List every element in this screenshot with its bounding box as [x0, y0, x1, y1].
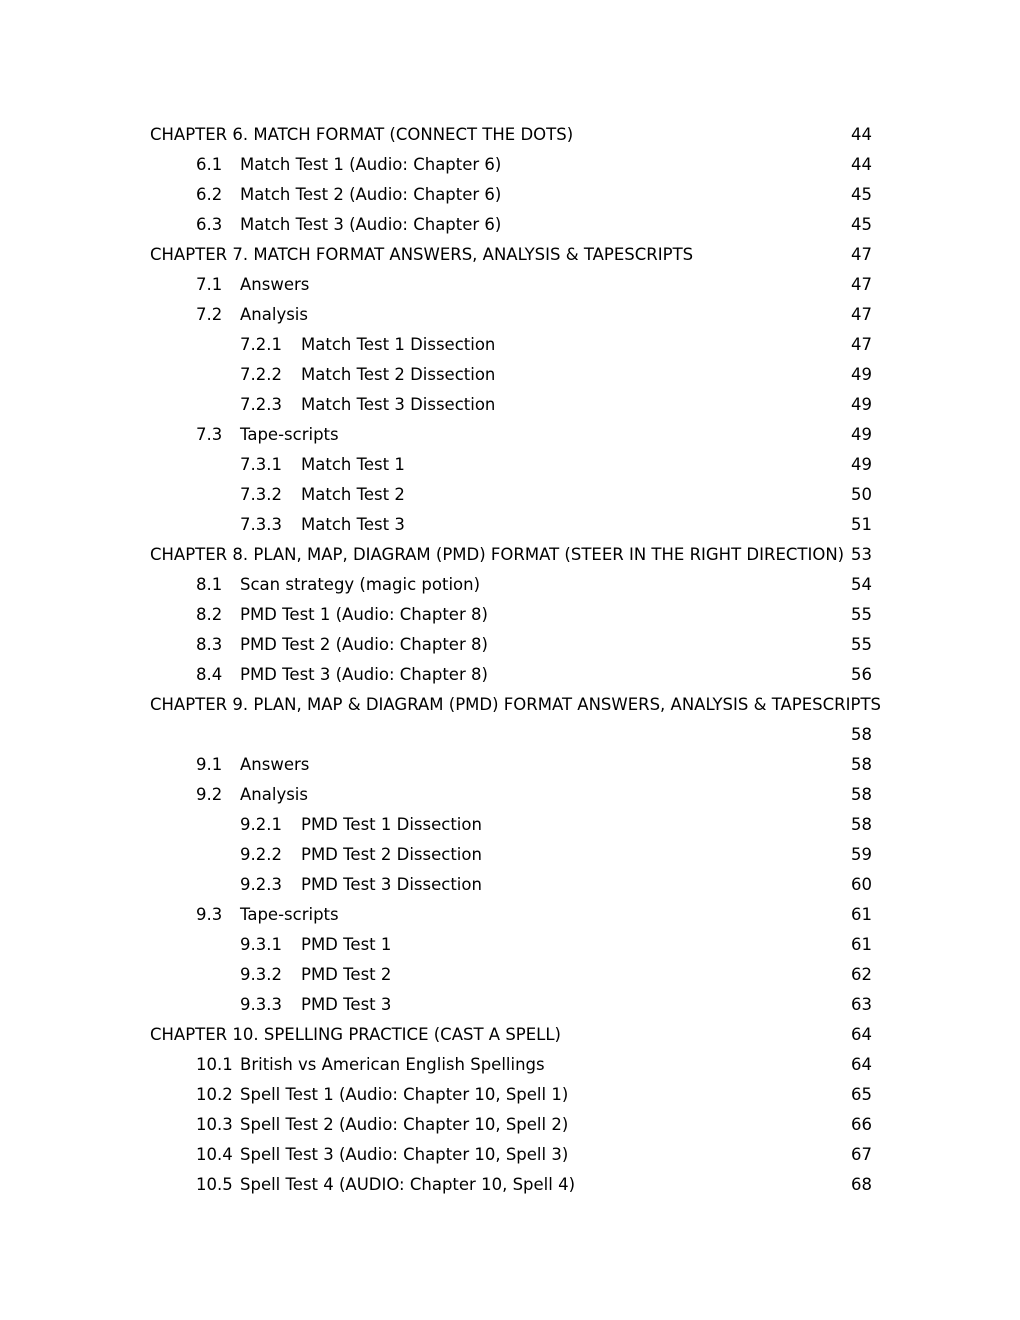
toc-entry-subsection[interactable]	[150, 960, 872, 990]
toc-entry-page-number: 49	[851, 395, 872, 414]
toc-entry-title: PMD Test 3	[301, 995, 392, 1014]
toc-entry-section[interactable]	[150, 420, 872, 450]
toc-entry-section[interactable]	[150, 1080, 872, 1110]
toc-entry-title: Tape-scripts	[240, 425, 339, 444]
toc-entry-number: 7.3.3	[240, 515, 282, 534]
toc-entry-section[interactable]	[150, 600, 872, 630]
toc-entry-subsection[interactable]	[150, 870, 872, 900]
toc-entry-page-number: 44	[851, 155, 872, 174]
toc-entry-number: 10.3	[196, 1115, 233, 1134]
toc-entry-title: PMD Test 2 Dissection	[301, 845, 482, 864]
toc-entry-number: 8.1	[196, 575, 223, 594]
toc-entry-subsection[interactable]	[150, 480, 872, 510]
toc-entry-page-number: 58	[851, 755, 872, 774]
toc-entry-subsection[interactable]	[150, 990, 872, 1020]
toc-entry-number: 10.2	[196, 1085, 233, 1104]
toc-entry-section[interactable]	[150, 300, 872, 330]
toc-entry-subsection[interactable]	[150, 840, 872, 870]
toc-entry-section[interactable]	[150, 1140, 872, 1170]
toc-entry-page-number: 49	[851, 455, 872, 474]
toc-entry-page-number: 60	[851, 875, 872, 894]
toc-entry-number: 6.3	[196, 215, 223, 234]
toc-entry-title: British vs American English Spellings	[240, 1055, 545, 1074]
toc-entry-page-number: 55	[851, 635, 872, 654]
toc-entry-title: Match Test 3	[301, 515, 405, 534]
toc-entry-number: 7.2.3	[240, 395, 282, 414]
toc-entry-subsection[interactable]	[150, 510, 872, 540]
toc-entry-page-number: 54	[851, 575, 872, 594]
toc-entry-number: 7.3	[196, 425, 223, 444]
toc-entry-title: CHAPTER 8. PLAN, MAP, DIAGRAM (PMD) FORMAT (STEER IN THE RIGHT DIRECTION)	[150, 545, 845, 564]
toc-entry-number: 7.2	[196, 305, 223, 324]
toc-entry-title: Match Test 3 Dissection	[301, 395, 496, 414]
toc-entry-number: 8.3	[196, 635, 223, 654]
toc-entry-title: Spell Test 4 (AUDIO: Chapter 10, Spell 4)	[240, 1175, 576, 1194]
toc-entry-page-number: 47	[851, 275, 872, 294]
toc-entry-section[interactable]	[150, 1050, 872, 1080]
toc-entry-number: 7.3.2	[240, 485, 282, 504]
toc-entry-title: Tape-scripts	[240, 905, 339, 924]
toc-entry-page-number: 61	[851, 905, 872, 924]
toc-entry-page-number: 49	[851, 365, 872, 384]
toc-entry-page-number: 68	[851, 1175, 872, 1194]
toc-entry-page-number: 44	[851, 125, 872, 144]
toc-entry-page-number: 47	[851, 335, 872, 354]
toc-entry-number: 9.1	[196, 755, 223, 774]
toc-entry-page-number: 58	[851, 815, 872, 834]
toc-entry-section[interactable]	[150, 750, 872, 780]
toc-entry-subsection[interactable]	[150, 930, 872, 960]
toc-entry-section[interactable]	[150, 660, 872, 690]
toc-entry-title: PMD Test 1	[301, 935, 392, 954]
toc-entry-page-number: 67	[851, 1145, 872, 1164]
toc-entry-page-number: 50	[851, 485, 872, 504]
toc-entry-number: 9.3.2	[240, 965, 282, 984]
toc-entry-number: 9.2	[196, 785, 223, 804]
toc-entry-title: CHAPTER 6. MATCH FORMAT (CONNECT THE DOTS)	[150, 125, 574, 144]
toc-entry-number: 7.1	[196, 275, 223, 294]
toc-entry-number: 7.2.2	[240, 365, 282, 384]
toc-entry-title: Match Test 1	[301, 455, 405, 474]
toc-entry-section[interactable]	[150, 1110, 872, 1140]
toc-entry-page-number: 47	[851, 305, 872, 324]
toc-entry-subsection[interactable]	[150, 330, 872, 360]
toc-entry-title: Match Test 2 Dissection	[301, 365, 496, 384]
toc-entry-chapter[interactable]	[150, 1020, 872, 1050]
toc-entry-chapter-continuation[interactable]	[150, 720, 872, 750]
toc-entry-title: Match Test 1 (Audio: Chapter 6)	[240, 155, 502, 174]
toc-entry-page-number: 49	[851, 425, 872, 444]
toc-entry-number: 6.1	[196, 155, 223, 174]
toc-entry-number: 10.5	[196, 1175, 233, 1194]
toc-entry-page-number: 55	[851, 605, 872, 624]
toc-entry-subsection[interactable]	[150, 390, 872, 420]
toc-entry-subsection[interactable]	[150, 810, 872, 840]
toc-entry-chapter[interactable]	[150, 690, 882, 720]
toc-entry-page-number: 58	[851, 785, 872, 804]
toc-entry-title: Match Test 1 Dissection	[301, 335, 496, 354]
toc-entry-section[interactable]	[150, 630, 872, 660]
toc-entry-chapter[interactable]	[150, 240, 872, 270]
toc-entry-chapter[interactable]	[150, 120, 872, 150]
toc-entry-title: PMD Test 3 (Audio: Chapter 8)	[240, 665, 488, 684]
toc-entry-title: PMD Test 3 Dissection	[301, 875, 482, 894]
toc-entry-page-number: 45	[851, 215, 872, 234]
toc-entry-number: 8.2	[196, 605, 223, 624]
toc-entry-number: 7.3.1	[240, 455, 282, 474]
toc-entry-page-number: 58	[851, 725, 872, 744]
toc-entry-number: 9.2.1	[240, 815, 282, 834]
toc-entry-number: 9.3.1	[240, 935, 282, 954]
toc-entry-number: 10.4	[196, 1145, 233, 1164]
toc-entry-title: PMD Test 1 Dissection	[301, 815, 482, 834]
toc-entry-title: Spell Test 3 (Audio: Chapter 10, Spell 3)	[240, 1145, 569, 1164]
toc-entry-subsection[interactable]	[150, 360, 872, 390]
toc-entry-page-number: 47	[851, 245, 872, 264]
toc-entry-chapter[interactable]	[150, 540, 872, 570]
toc-entry-section[interactable]	[150, 270, 872, 300]
toc-entry-page-number: 64	[851, 1055, 872, 1074]
toc-entry-section[interactable]	[150, 900, 872, 930]
toc-entry-title: Match Test 2 (Audio: Chapter 6)	[240, 185, 502, 204]
toc-entry-section[interactable]	[150, 780, 872, 810]
toc-entry-title: PMD Test 1 (Audio: Chapter 8)	[240, 605, 488, 624]
toc-entry-title: Answers	[240, 275, 310, 294]
toc-entry-page-number: 45	[851, 185, 872, 204]
toc-entry-subsection[interactable]	[150, 450, 872, 480]
toc-entry-title: Match Test 2	[301, 485, 405, 504]
toc-entry-page-number: 66	[851, 1115, 872, 1134]
toc-entry-title: Answers	[240, 755, 310, 774]
toc-entry-page-number: 61	[851, 935, 872, 954]
toc-entry-title: Spell Test 1 (Audio: Chapter 10, Spell 1)	[240, 1085, 569, 1104]
toc-entry-number: 8.4	[196, 665, 223, 684]
toc-entry-title: PMD Test 2 (Audio: Chapter 8)	[240, 635, 488, 654]
toc-entry-title: Analysis	[240, 305, 308, 324]
toc-entry-page-number: 59	[851, 845, 872, 864]
toc-entry-section[interactable]	[150, 570, 872, 600]
toc-entry-section[interactable]	[150, 180, 872, 210]
toc-entry-number: 9.2.2	[240, 845, 282, 864]
toc-entry-page-number: 56	[851, 665, 872, 684]
toc-entry-section[interactable]	[150, 150, 872, 180]
toc-entry-page-number: 51	[851, 515, 872, 534]
toc-entry-page-number: 65	[851, 1085, 872, 1104]
toc-entry-page-number: 64	[851, 1025, 872, 1044]
toc-entry-section[interactable]	[150, 210, 872, 240]
toc-entry-title: Analysis	[240, 785, 308, 804]
toc-entry-number: 9.2.3	[240, 875, 282, 894]
toc-entry-number: 6.2	[196, 185, 223, 204]
toc-entry-title: Match Test 3 (Audio: Chapter 6)	[240, 215, 502, 234]
toc-entry-number: 9.3.3	[240, 995, 282, 1014]
toc-entry-page-number: 63	[851, 995, 872, 1014]
toc-entry-number: 7.2.1	[240, 335, 282, 354]
toc-entry-title: CHAPTER 10. SPELLING PRACTICE (CAST A SPELL)	[150, 1025, 561, 1044]
toc-entry-title: PMD Test 2	[301, 965, 392, 984]
toc-entry-page-number: 53	[851, 545, 872, 564]
toc-entry-title: Scan strategy (magic potion)	[240, 575, 481, 594]
table-of-contents	[150, 120, 882, 1200]
toc-entry-page-number: 62	[851, 965, 872, 984]
toc-entry-number: 10.1	[196, 1055, 233, 1074]
toc-entry-title: CHAPTER 9. PLAN, MAP & DIAGRAM (PMD) FORMAT ANSWERS, ANALYSIS & TAPESCRIPTS	[150, 695, 882, 714]
toc-entry-title: CHAPTER 7. MATCH FORMAT ANSWERS, ANALYSIS & TAPESCRIPTS	[150, 245, 694, 264]
toc-entry-section[interactable]	[150, 1170, 872, 1200]
toc-entry-number: 9.3	[196, 905, 223, 924]
toc-entry-title: Spell Test 2 (Audio: Chapter 10, Spell 2)	[240, 1115, 569, 1134]
